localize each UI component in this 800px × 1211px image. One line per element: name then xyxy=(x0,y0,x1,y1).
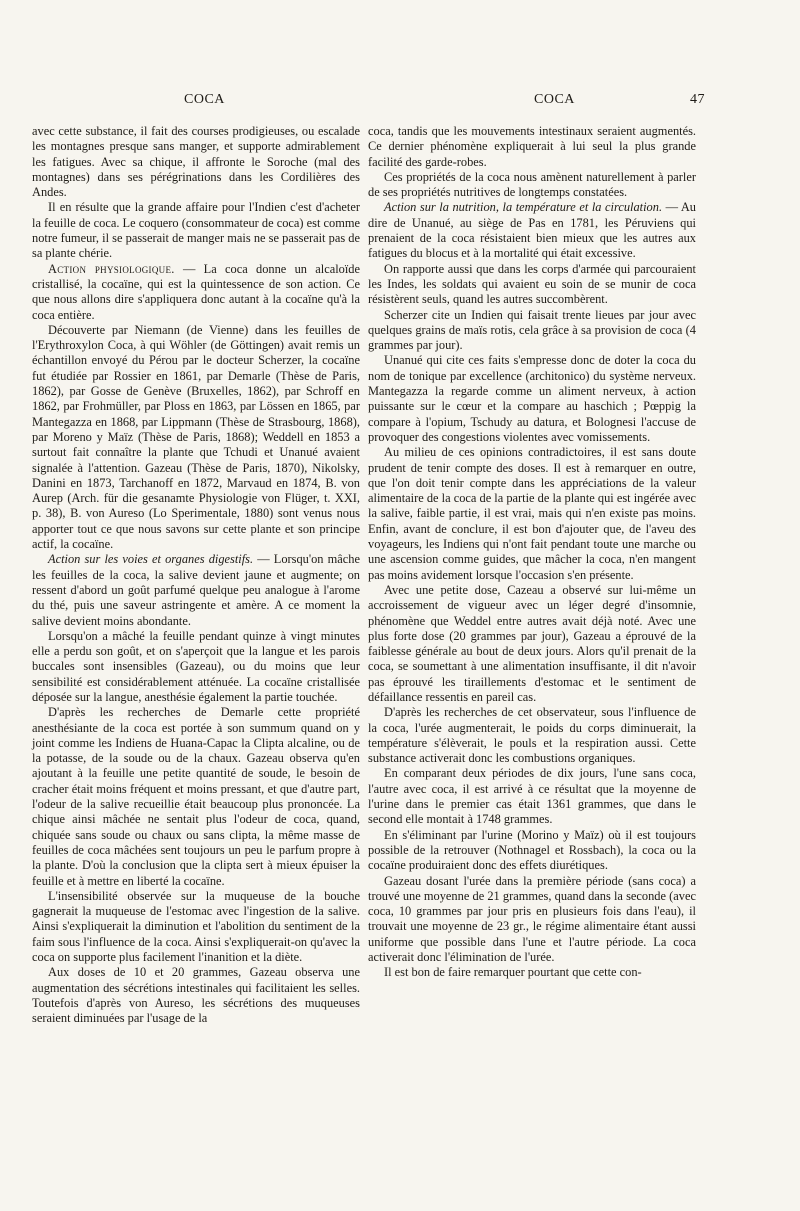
paragraph: Lorsqu'on a mâché la feuille pendant quinze à vingt minutes elle a perdu son goût, et on s'aperçoit que la langue et les parois buccales sont insensibles (Gazeau), ou du moins que leur sensibilité est considérablement atténuée. La cocaïne cristallisée déposée sur la langue, anesthésie également la partie touchée. xyxy=(32,628,360,704)
section-paragraph xyxy=(32,552,360,628)
paragraph: avec cette substance, il fait des courses prodigieuses, ou escalade les montagnes presque sans manger, et supporte admirablement les fatigues. Avec sa chique, il affronte le Soroche (mal des montagnes) dans ses pérégrinations dans les Cordilières des Andes. xyxy=(32,124,360,200)
paragraph: Ces propriétés de la coca nous amènent naturellement à parler de ses propriétés nutritives de longtemps constatées. xyxy=(368,169,696,200)
paragraph: Aux doses de 10 et 20 grammes, Gazeau observa une augmentation des sécrétions intestinales qui facilitaient les selles. Toutefois d'après von Aureso, les sécrétions des muqueuses seraient diminuées par l'usage de la xyxy=(32,965,360,1026)
paragraph: L'insensibilité observée sur la muqueuse de la bouche gagnerait la muqueuse de l'estomac avec l'ingestion de la salive. Ainsi s'expliquerait la diminution et l'abolition du sentiment de la faim sous l'influence de la coca. Ainsi s'expliquerait-on qu'avec la coca on supporte plus facilement l'inanition et la diète. xyxy=(32,888,360,965)
paragraph-text: — Lorsqu'on mâche les feuilles de la coca, la salive devient jaune et augmente; on ressent d'abord un goût parfumé quelque peu analogue à l'arome du thé, puis une saveur astringente et amère. A ce moment la salive devient moins abondante. xyxy=(32,552,360,628)
paragraph: Il en résulte que la grande affaire pour l'Indien c'est d'acheter la feuille de coca. Le coquero (consommateur de coca) est comme notre fumeur, il se passerait de manger mais ne se passerait pas de sa plante chérie. xyxy=(32,200,360,261)
paragraph: coca, tandis que les mouvements intestinaux seraient augmentés. Ce dernier phénomène expliquerait à lui seul la plus grande facilité des garde-robes. xyxy=(368,124,696,169)
right-column xyxy=(368,124,696,981)
section-heading: Action physiologique. xyxy=(48,261,175,276)
paragraph: Découverte par Niemann (de Vienne) dans les feuilles de l'Erythroxylon Coca, à qui Wöhler (de Göttingen) avait remis un échantillon envoyé du Pérou par le docteur Scherzer, la cocaïne fut étudiée par Rossier en 1861, par Demarle (Thèse de Paris, 1862), par Gosse de Genève (Bruxelles, 1862), par Schroff en 1862, par Frohmüller, par Ploss en 1863, par Lössen en 1865, par Mantegazza en 1868, par Lippmann (Thèse de Strasbourg, 1868), par Moreno y Maïz (Thèse de Paris, 1868); Weddell en 1853 a surtout fait connaître la plante que Tchudi et Unanué avaient signalée à l'attention. Gazeau (Thèse de Paris, 1870), Nikolsky, Danini en 1873, Tarchanoff en 1872, Marvaud en 1874, B. von Aurep (Arch. für die gesanamte Physiologie von Flüger, t. XXI, p. 38), B. von Aureso (Lo Sperimentale, 1880) sont venus nous apporter tout ce que nous savons sur cette plante et son principe actif, la cocaïne. xyxy=(32,322,360,552)
paragraph: Gazeau dosant l'urée dans la première période (sans coca) a trouvé une moyenne de 21 grammes, quand dans la seconde (avec coca, 10 grammes par jour pris en plusieurs fois dans l'eau), il trouvait une moyenne de 23 gr., le régime alimentaire étant aussi uniforme que possible dans l'une et l'autre période. La coca activerait donc l'élimination de l'urée. xyxy=(368,873,696,965)
running-header-right: COCA xyxy=(534,92,575,107)
paragraph-text: — Au dire de Unanué, au siège de Pas en 1781, les Péruviens qui prenaient de la coca résistaient bien mieux que les autres aux fatigues du blocus et à la mortalité qui était excessive. xyxy=(368,200,697,261)
paragraph: En s'éliminant par l'urine (Morino y Maïz) où il est toujours possible de la retrouver (Nothnagel et Rossbach), la coca ou la cocaïne produiraient donc des effets diurétiques. xyxy=(368,827,696,873)
paragraph: On rapporte aussi que dans les corps d'armée qui parcouraient les Indes, les soldats qui avaient eu soin de se munir de coca résistèrent seuls, quand les autres succombèrent. xyxy=(368,261,696,307)
paragraph: Il est bon de faire remarquer pourtant que cette con- xyxy=(384,965,642,980)
paragraph: D'après les recherches de cet observateur, sous l'influence de la coca, l'urée augmenterait, le poids du corps diminuerait, la température s'élèverait, le pouls et la respiration aussi. Cette substance activerait donc les combustions organiques. xyxy=(368,705,696,766)
section-heading: Action sur les voies et organes digestifs. xyxy=(48,552,254,567)
paragraph: Unanué qui cite ces faits s'empresse donc de doter la coca du nom de tonique par excellence (architonico) du système nerveux. Mantegazza la regarde comme un aliment nerveux, à action puissante sur le cœur et la compare au haschich ; Pœppig la compare à l'opium, Tschudy au datura, et Bolognesi l'accuse de provoquer des congestions violentes avec vomissements. xyxy=(368,353,696,444)
paragraph: Au milieu de ces opinions contradictoires, il est sans doute prudent de tenir compte des doses. Il est à remarquer en outre, que l'on doit tenir compte dans les appréciations de la valeur alimentaire de la coca de la partie de la plante qui est ingérée avec la salive, faible partie, il est vrai, mais qui n'en existe pas moins. Enfin, avant de conclure, il est bon d'ajouter que, de l'aveu des voyageurs, les Indiens qui n'ont fait pendant toute une marche ou une ascension comme guides, que mâcher la coca, n'en mangent pas moins avidement lorsque l'occasion s'en présente. xyxy=(368,445,696,582)
section-paragraph xyxy=(32,262,360,323)
page-number: 47 xyxy=(690,92,705,107)
paragraph-text: — La coca donne un alcaloïde cristallisé, la cocaïne, qui est la quintessence de son action. Ce que nous allons dire s'appliquera donc autant à la cocaïne qu'à la coca entière. xyxy=(32,261,360,322)
running-header-left: COCA xyxy=(184,92,225,107)
section-paragraph xyxy=(368,200,696,261)
section-heading: Action sur la nutrition, la température et la circulation. xyxy=(384,200,663,215)
left-column xyxy=(32,124,360,1027)
paragraph: En comparant deux périodes de dix jours, l'une sans coca, l'autre avec coca, il est arrivé à ce résultat que la moyenne de l'urine dans le premier cas était 1361 grammes, que dans le second elle montait à 1748 grammes. xyxy=(368,766,696,827)
paragraph: D'après les recherches de Demarle cette propriété anesthésiante de la coca est portée à son summum quand on y joint comme les Indiens de Huana-Capac la Clipta alcaline, ou de la potasse, de la soude ou de la chaux. Gazeau observa qu'en ajoutant à la feuille une petite quantité de soude, le besoin de cracher était moins fréquent et moins pressant, et que d'autre part, l'odeur de la salive recueillie était beaucoup plus prononcée. La chique ainsi mâchée ne sentait plus l'odeur de coca, quand, chiquée sans soude ou chaux ou sans clipta, la même masse de feuilles de coca mâchées sent toujours un peu le parfum propre à la plante. D'où la conclusion que la clipta sert à mieux épuiser la feuille et à mettre en liberté la cocaïne. xyxy=(32,705,360,888)
paragraph: Avec une petite dose, Cazeau a observé sur lui-même un accroissement de vigueur avec un léger degré d'insomnie, phénomène que Weddel entre autres avait déjà noté. Avec une plus forte dose (20 grammes par jour), Gazeau a éprouvé de la faiblesse générale au bout de deux jours. Alors qu'il prenait de la coca, se soumettant à une alimentation insuffisante, il dit n'avoir pas éprouvé les tiraillements d'estomac et le sentiment de défaillance ressentis en pareil cas. xyxy=(368,582,696,704)
paragraph: Scherzer cite un Indien qui faisait trente lieues par jour avec quelques grains de maïs rotis, cela grâce à sa provision de coca (4 grammes par jour). xyxy=(368,307,696,353)
